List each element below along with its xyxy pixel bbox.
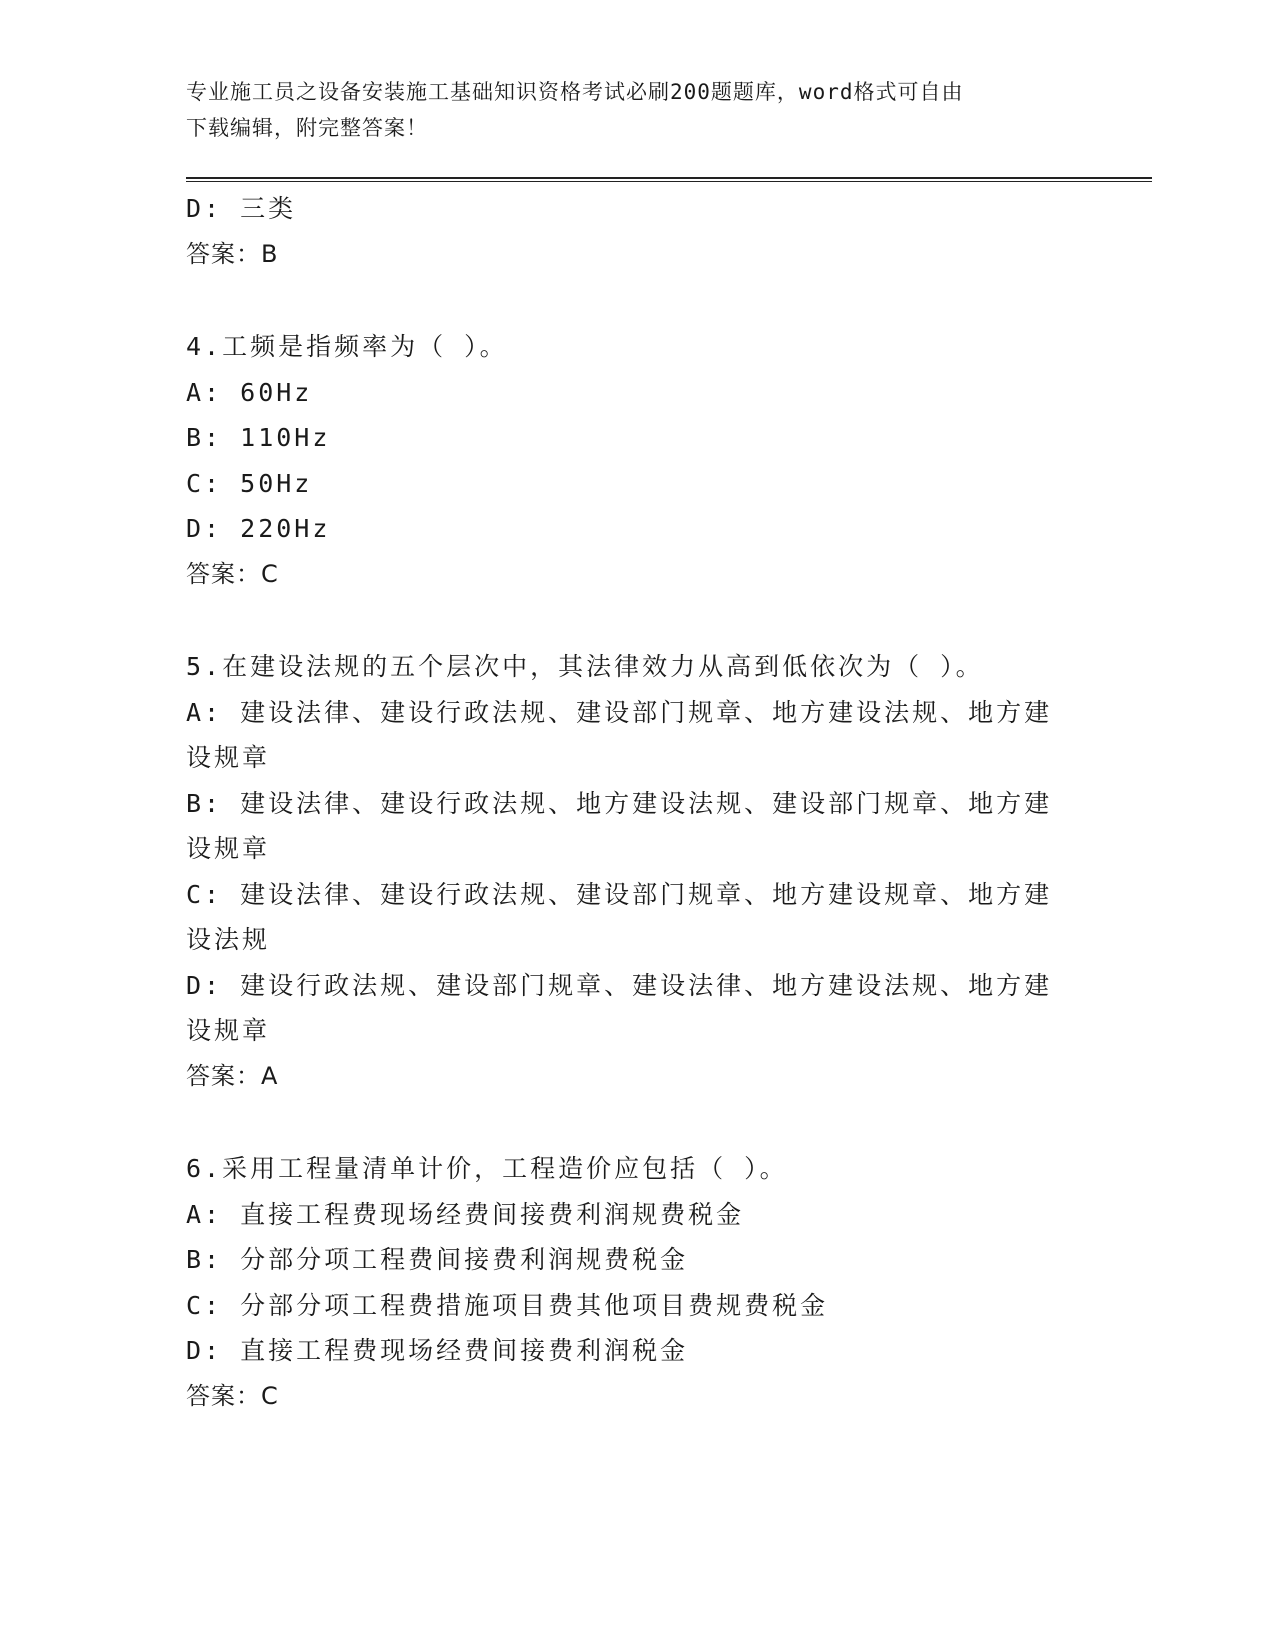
header-title-line-2: 下载编辑，附完整答案！ xyxy=(186,116,428,140)
answer-line: 答案：C xyxy=(186,1381,279,1410)
answer-line: 答案：B xyxy=(186,239,279,268)
answer-line: 答案：C xyxy=(186,559,279,588)
question-block-4 xyxy=(186,324,1086,597)
option-c: C: 建设法律、建设行政法规、建设部门规章、地方建设规章、地方建设法规 xyxy=(186,879,1053,954)
answer-line: 答案：A xyxy=(186,1061,279,1090)
header-divider-thick xyxy=(186,177,1152,179)
option-d: D: 直接工程费现场经费间接费利润税金 xyxy=(186,1336,689,1365)
option-a: A: 60Hz xyxy=(186,377,313,407)
header-divider-thin xyxy=(186,181,1152,182)
option-b: B: 建设法律、建设行政法规、地方建设法规、建设部门规章、地方建设规章 xyxy=(186,788,1053,863)
document-header xyxy=(186,74,1086,146)
option-b: B: 分部分项工程费间接费利润规费税金 xyxy=(186,1245,689,1274)
question-stem: 5.在建设法规的五个层次中，其法律效力从高到低依次为（ ）。 xyxy=(186,652,984,681)
option-a: A: 直接工程费现场经费间接费利润规费税金 xyxy=(186,1199,745,1229)
option-c: C: 50Hz xyxy=(186,468,313,498)
question-block-5 xyxy=(186,644,1086,1099)
question-block-3-tail xyxy=(186,186,1086,277)
spacer xyxy=(186,597,1086,644)
option-d: D: 220Hz xyxy=(186,514,331,543)
option-a: A: 建设法律、建设行政法规、建设部门规章、地方建设法规、地方建设规章 xyxy=(186,697,1053,772)
spacer xyxy=(186,277,1086,324)
question-list xyxy=(186,186,1086,1419)
header-title-line-1: 专业施工员之设备安装施工基础知识资格考试必刷200题题库，word格式可自由 xyxy=(186,80,964,104)
option-c: C: 分部分项工程费措施项目费其他项目费规费税金 xyxy=(186,1290,829,1320)
option-b: B: 110Hz xyxy=(186,423,331,452)
question-block-6 xyxy=(186,1146,1086,1419)
spacer xyxy=(186,1099,1086,1146)
option-d: D: 三类 xyxy=(186,194,297,223)
option-d: D: 建设行政法规、建设部门规章、建设法律、地方建设法规、地方建设规章 xyxy=(186,970,1053,1045)
question-stem: 4.工频是指频率为（ ）。 xyxy=(186,332,508,361)
question-stem: 6.采用工程量清单计价，工程造价应包括（ ）。 xyxy=(186,1154,788,1183)
